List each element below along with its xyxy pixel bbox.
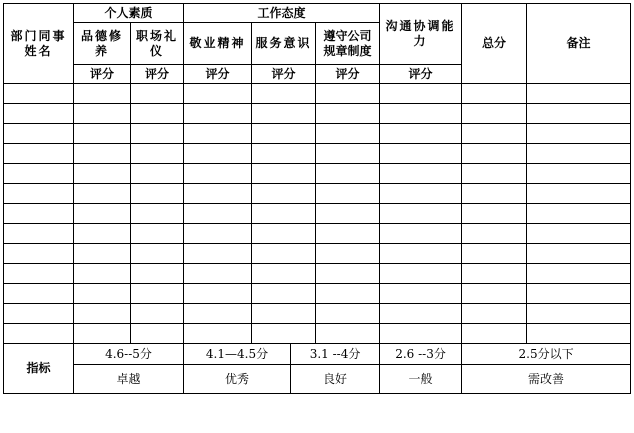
empty-cell[interactable] [184, 204, 252, 224]
empty-cell[interactable] [527, 284, 631, 304]
empty-cell[interactable] [252, 284, 316, 304]
empty-cell[interactable] [462, 204, 527, 224]
empty-cell[interactable] [184, 284, 252, 304]
evaluation-table [3, 3, 631, 394]
empty-cell[interactable] [380, 124, 462, 144]
score-label: 评分 [131, 65, 184, 84]
empty-cell[interactable] [131, 144, 184, 164]
empty-cell[interactable] [131, 304, 184, 324]
empty-cell[interactable] [74, 284, 131, 304]
range-fair: 3.1 --4分 [291, 344, 380, 365]
empty-cell[interactable] [131, 324, 184, 344]
empty-cell[interactable] [462, 164, 527, 184]
empty-cell[interactable] [380, 204, 462, 224]
empty-cell[interactable] [184, 264, 252, 284]
empty-cell[interactable] [74, 164, 131, 184]
empty-cell[interactable] [184, 144, 252, 164]
empty-cell[interactable] [4, 244, 74, 264]
empty-cell[interactable] [527, 264, 631, 284]
empty-cell[interactable] [462, 284, 527, 304]
empty-cell[interactable] [527, 124, 631, 144]
table-header [4, 4, 631, 84]
empty-cell[interactable] [252, 324, 316, 344]
score-label: 评分 [316, 65, 380, 84]
empty-cell[interactable] [380, 244, 462, 264]
empty-cell[interactable] [462, 144, 527, 164]
grade-poor: 需改善 [462, 365, 631, 394]
empty-cell[interactable] [527, 224, 631, 244]
empty-cell[interactable] [316, 144, 380, 164]
empty-cell[interactable] [462, 264, 527, 284]
empty-cell[interactable] [462, 124, 527, 144]
work-attitude-header: 工作态度 [184, 4, 380, 23]
empty-cell[interactable] [131, 284, 184, 304]
empty-cell[interactable] [380, 104, 462, 124]
sub-header-dedication: 敬业精神 [184, 23, 252, 65]
sub-header-etiquette: 职场礼仪 [131, 23, 184, 65]
empty-cell[interactable] [184, 84, 252, 104]
empty-cell[interactable] [380, 304, 462, 324]
empty-cell[interactable] [184, 304, 252, 324]
empty-cell[interactable] [4, 304, 74, 324]
empty-cell[interactable] [4, 144, 74, 164]
empty-cell[interactable] [316, 324, 380, 344]
sub-header-compliance: 遵守公司规章制度 [316, 23, 380, 65]
empty-cell[interactable] [252, 244, 316, 264]
empty-cell[interactable] [4, 104, 74, 124]
empty-cell[interactable] [252, 264, 316, 284]
empty-cell[interactable] [316, 204, 380, 224]
empty-cell[interactable] [4, 284, 74, 304]
empty-cell[interactable] [4, 164, 74, 184]
empty-cell[interactable] [184, 104, 252, 124]
empty-cell[interactable] [74, 144, 131, 164]
empty-cell[interactable] [252, 124, 316, 144]
table-row [4, 104, 631, 124]
empty-cell[interactable] [131, 244, 184, 264]
empty-cell[interactable] [184, 244, 252, 264]
empty-cell[interactable] [527, 204, 631, 224]
empty-cell[interactable] [4, 224, 74, 244]
empty-cell[interactable] [380, 184, 462, 204]
empty-cell[interactable] [74, 184, 131, 204]
table-row [4, 84, 631, 104]
communication-header: 沟通协调能力 [380, 4, 462, 65]
empty-cell[interactable] [380, 264, 462, 284]
empty-cell[interactable] [380, 324, 462, 344]
empty-cell[interactable] [74, 84, 131, 104]
empty-cell[interactable] [462, 324, 527, 344]
empty-cell[interactable] [4, 124, 74, 144]
empty-cell[interactable] [316, 104, 380, 124]
grade-good: 优秀 [184, 365, 291, 394]
empty-cell[interactable] [527, 164, 631, 184]
empty-cell[interactable] [131, 164, 184, 184]
empty-cell[interactable] [184, 184, 252, 204]
table-row [4, 204, 631, 224]
empty-cell[interactable] [527, 304, 631, 324]
empty-cell[interactable] [316, 164, 380, 184]
empty-cell[interactable] [380, 284, 462, 304]
name-column-header: 部门同事 姓名 [4, 4, 74, 84]
grade-average: 一般 [380, 365, 462, 394]
empty-cell[interactable] [462, 184, 527, 204]
empty-cell[interactable] [380, 144, 462, 164]
empty-cell[interactable] [184, 324, 252, 344]
empty-cell[interactable] [380, 84, 462, 104]
empty-cell[interactable] [74, 244, 131, 264]
empty-cell[interactable] [131, 124, 184, 144]
empty-cell[interactable] [252, 84, 316, 104]
grade-fair: 良好 [291, 365, 380, 394]
score-label: 评分 [74, 65, 131, 84]
empty-cell[interactable] [462, 224, 527, 244]
table-footer [4, 344, 631, 394]
empty-cell[interactable] [316, 244, 380, 264]
empty-cell[interactable] [131, 264, 184, 284]
range-good: 4.1—4.5分 [184, 344, 291, 365]
score-label: 评分 [380, 65, 462, 84]
empty-cell[interactable] [184, 224, 252, 244]
empty-cell[interactable] [462, 304, 527, 324]
personal-quality-header: 个人素质 [74, 4, 184, 23]
empty-cell[interactable] [74, 264, 131, 284]
range-poor: 2.5分以下 [462, 344, 631, 365]
empty-cell[interactable] [462, 84, 527, 104]
empty-cell[interactable] [184, 124, 252, 144]
empty-cell[interactable] [252, 104, 316, 124]
empty-cell[interactable] [4, 264, 74, 284]
empty-cell[interactable] [252, 184, 316, 204]
empty-cell[interactable] [527, 244, 631, 264]
empty-cell[interactable] [527, 184, 631, 204]
score-label: 评分 [184, 65, 252, 84]
empty-cell[interactable] [316, 224, 380, 244]
empty-cell[interactable] [74, 124, 131, 144]
empty-cell[interactable] [74, 204, 131, 224]
empty-cell[interactable] [74, 304, 131, 324]
empty-cell[interactable] [316, 304, 380, 324]
range-excellent: 4.6--5分 [74, 344, 184, 365]
grade-excellent: 卓越 [74, 365, 184, 394]
total-header: 总分 [462, 4, 527, 84]
empty-cell[interactable] [4, 324, 74, 344]
empty-cell[interactable] [462, 244, 527, 264]
empty-cell[interactable] [131, 204, 184, 224]
table-row [4, 224, 631, 244]
empty-cell[interactable] [462, 104, 527, 124]
sub-header-service: 服务意识 [252, 23, 316, 65]
empty-cell[interactable] [252, 204, 316, 224]
empty-cell[interactable] [252, 304, 316, 324]
empty-cell[interactable] [4, 204, 74, 224]
table-row [4, 304, 631, 324]
table-row [4, 164, 631, 184]
empty-cell[interactable] [74, 224, 131, 244]
table-row [4, 264, 631, 284]
indicator-label: 指标 [4, 344, 74, 394]
empty-cell[interactable] [252, 224, 316, 244]
empty-cell[interactable] [316, 184, 380, 204]
table-row [4, 124, 631, 144]
empty-cell[interactable] [316, 84, 380, 104]
table-row [4, 244, 631, 264]
empty-cell[interactable] [527, 324, 631, 344]
empty-cell[interactable] [4, 84, 74, 104]
table-row [4, 284, 631, 304]
empty-cell[interactable] [131, 224, 184, 244]
blank-rows [4, 84, 631, 344]
empty-cell[interactable] [131, 84, 184, 104]
empty-cell[interactable] [4, 184, 74, 204]
empty-cell[interactable] [527, 104, 631, 124]
score-label: 评分 [252, 65, 316, 84]
empty-cell[interactable] [380, 224, 462, 244]
empty-cell[interactable] [527, 144, 631, 164]
remarks-header: 备注 [527, 4, 631, 84]
empty-cell[interactable] [131, 184, 184, 204]
range-average: 2.6 --3分 [380, 344, 462, 365]
empty-cell[interactable] [316, 284, 380, 304]
empty-cell[interactable] [252, 164, 316, 184]
empty-cell[interactable] [527, 84, 631, 104]
empty-cell[interactable] [252, 144, 316, 164]
table-row [4, 184, 631, 204]
empty-cell[interactable] [316, 264, 380, 284]
table-row [4, 324, 631, 344]
empty-cell[interactable] [74, 104, 131, 124]
empty-cell[interactable] [74, 324, 131, 344]
table-row [4, 144, 631, 164]
empty-cell[interactable] [316, 124, 380, 144]
empty-cell[interactable] [184, 164, 252, 184]
empty-cell[interactable] [380, 164, 462, 184]
empty-cell[interactable] [131, 104, 184, 124]
sub-header-morality: 品德修养 [74, 23, 131, 65]
